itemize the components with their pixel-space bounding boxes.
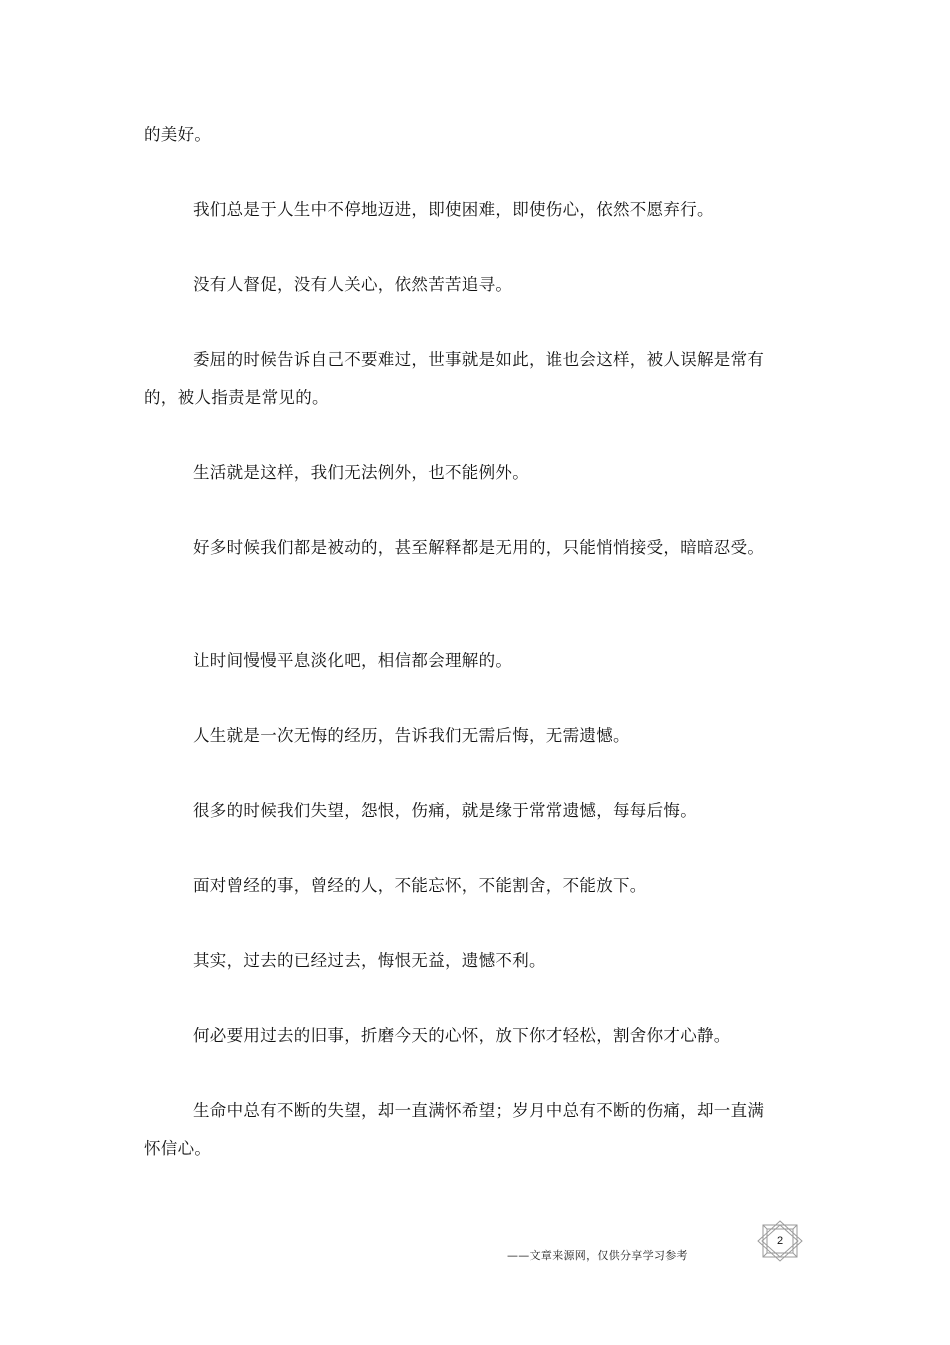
- paragraph-6: 好多时候我们都是被动的，甚至解释都是无用的，只能悄悄接受，暗暗忍受。: [193, 538, 765, 557]
- paragraph-9: 很多的时候我们失望，怨恨，伤痛，就是缘于常常遗憾，每每后悔。: [193, 801, 697, 820]
- page-number: 2: [776, 1235, 784, 1247]
- paragraph-13: 生命中总有不断的失望，却一直满怀希望；岁月中总有不断的伤痛，却一直满怀信心。: [144, 1101, 765, 1158]
- paragraph-4: 委屈的时候告诉自己不要难过，世事就是如此，谁也会这样，被人误解是常有的，被人指责是常见的。: [144, 350, 765, 407]
- paragraph-2: 我们总是于人生中不停地迈进，即使困难，即使伤心，依然不愿弃行。: [193, 200, 714, 219]
- paragraph-1: 的美好。: [144, 125, 212, 144]
- paragraph-11: 其实，过去的已经过去，悔恨无益，遗憾不利。: [193, 951, 546, 970]
- footer-source-text: ——文章来源网，仅供分享学习参考: [507, 1249, 688, 1262]
- paragraph-10: 面对曾经的事，曾经的人，不能忘怀，不能割舍，不能放下。: [193, 876, 647, 895]
- paragraph-12: 何必要用过去的旧事，折磨今天的心怀，放下你才轻松，割舍你才心静。: [193, 1026, 731, 1045]
- paragraph-8: 人生就是一次无悔的经历，告诉我们无需后悔，无需遗憾。: [193, 726, 630, 745]
- page-number-badge: [757, 1220, 803, 1262]
- paragraph-5: 生活就是这样，我们无法例外，也不能例外。: [193, 463, 529, 482]
- paragraph-3: 没有人督促，没有人关心，依然苦苦追寻。: [193, 275, 513, 294]
- paragraph-7: 让时间慢慢平息淡化吧，相信都会理解的。: [193, 651, 513, 670]
